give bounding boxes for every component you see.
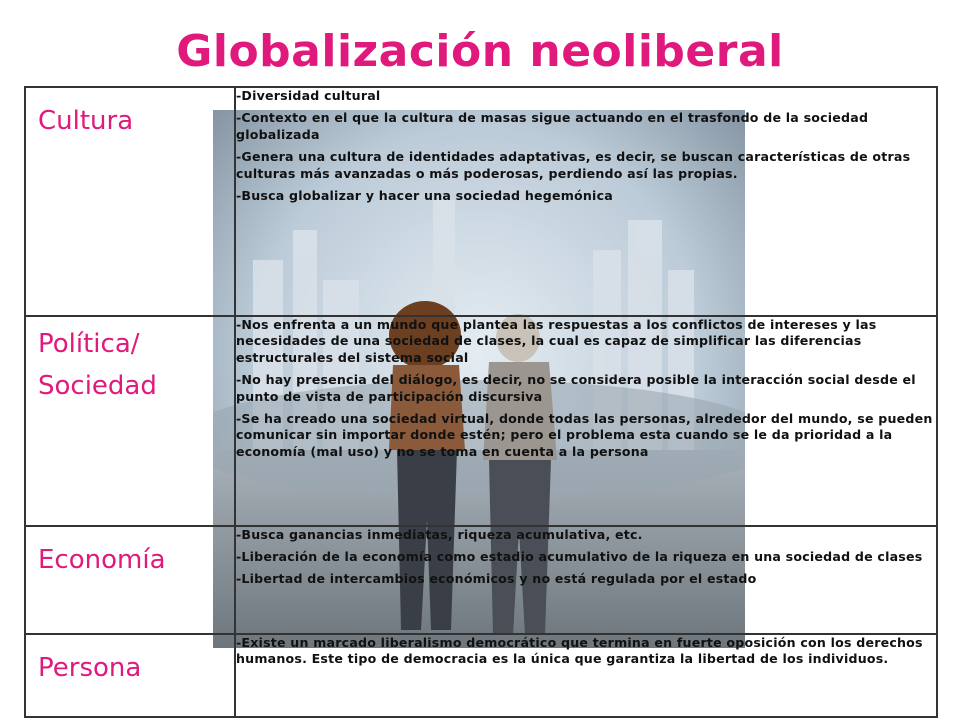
list-item: -Nos enfrenta a un mundo que plantea las respuestas a los conflictos de intereses y las necesidades de una sociedad de clases, la cual es capaz de simplificar las diferencias estructurales del sistema social	[236, 316, 877, 365]
list-item: -Libertad de intercambios económicos y no está regulada por el estado	[236, 571, 757, 587]
list-item: -Busca ganancias inmediatas, riqueza acumulativa, etc.	[236, 526, 643, 542]
list-item: -Liberación de la economía como estadio acumulativo de la riqueza en una sociedad de clases	[236, 548, 923, 564]
row-label-sociedad: Sociedad	[38, 370, 157, 401]
row-content-economia	[235, 526, 937, 634]
row-label-cultura: Cultura	[38, 106, 134, 136]
list-item: -Se ha creado una sociedad virtual, donde todas las personas, alrededor del mundo, se pueden comunicar sin importar donde estén; pero el problema esta cuando se le da prioridad a la economía (mal uso) y no se toma en cuenta a la persona	[236, 410, 933, 459]
table-row-persona	[25, 634, 937, 717]
table-row-cultura	[25, 87, 937, 316]
row-label-persona: Persona	[38, 652, 142, 683]
table-row-economia	[25, 526, 937, 634]
list-item: -Diversidad cultural	[236, 88, 381, 103]
list-item: -Existe un marcado liberalismo democrático que termina en fuerte oposición con los derechos humanos. Este tipo de democracia es la única que garantiza la libertad de los individuos.	[236, 634, 923, 667]
row-content-politica-sociedad	[235, 316, 937, 526]
row-content-cultura	[235, 87, 937, 316]
comparison-table	[24, 86, 938, 718]
row-content-persona	[235, 634, 937, 717]
list-item: -Genera una cultura de identidades adaptativas, es decir, se buscan características de otras culturas más avanzadas o más poderosas, perdiendo así las propias.	[236, 149, 911, 181]
row-label-politica: Política/	[38, 328, 140, 359]
list-item: -Busca globalizar y hacer una sociedad hegemónica	[236, 188, 613, 204]
list-item: -No hay presencia del diálogo, es decir, no se considera posible la interacción social desde el punto de vista de participación discursiva	[236, 372, 916, 404]
row-label-economia: Economía	[38, 544, 166, 575]
list-item: -Contexto en el que la cultura de masas sigue actuando en el trasfondo de la sociedad globalizada	[236, 110, 869, 142]
page-title: Globalización neoliberal	[176, 26, 784, 77]
table-row-politica-sociedad	[25, 316, 937, 526]
